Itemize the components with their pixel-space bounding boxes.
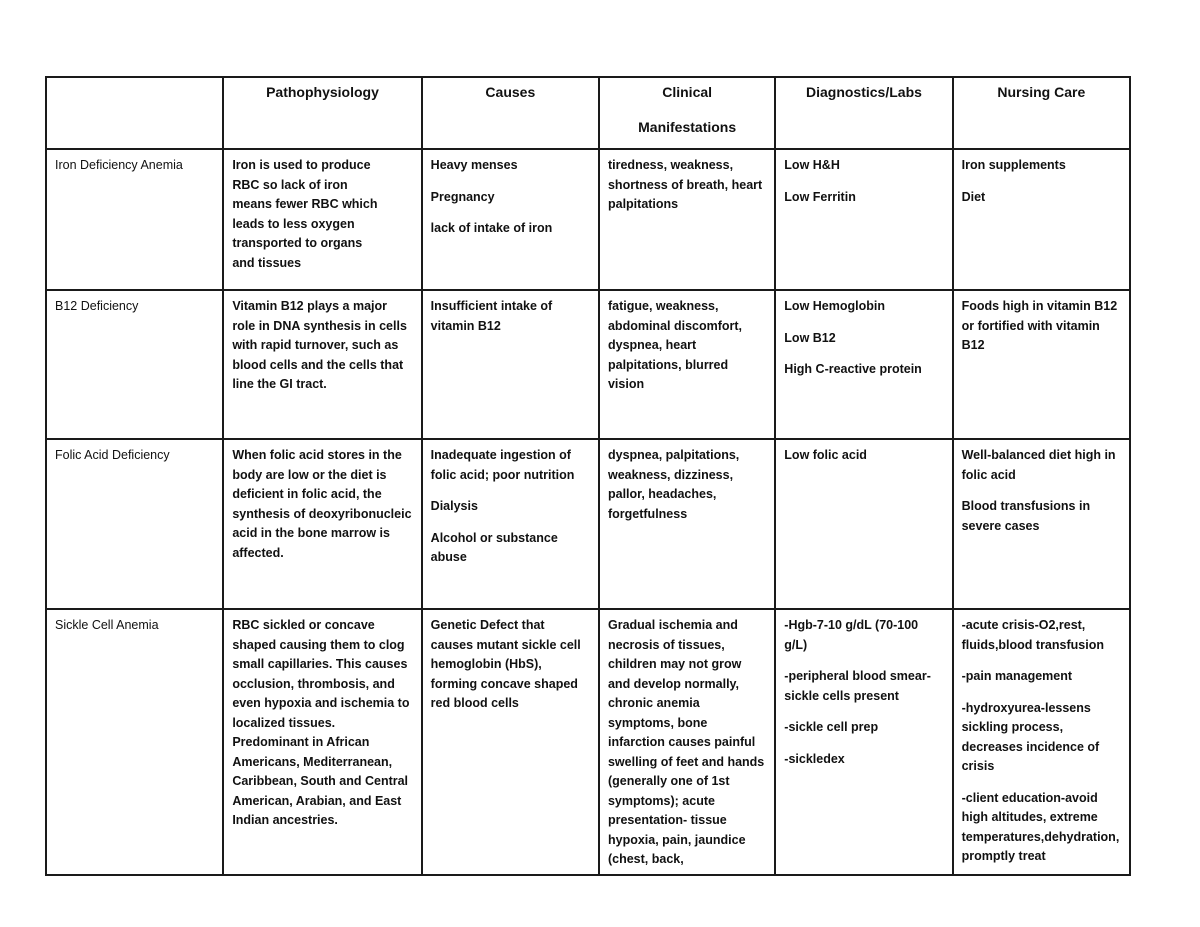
cause-item: Genetic Defect that causes mutant sickle cell hemoglobin (HbS), forming concave shaped red blood cells [430,618,581,710]
nursing-item: -acute crisis-O2,rest, fluids,blood transfusion [961,618,1104,652]
diagnostic-item: Low H&H [784,158,840,172]
nursing-care-cell [953,439,1130,609]
pathophysiology-cell: RBC sickled or concave shaped causing them to clog small capillaries. This causes occlusion, thrombosis, and even hypoxia and ischemia to localized tissues. Predominant in African Americans, Mediterranean, Caribbean, South and Central American, Arabian, and East Indian ancestries. [223,609,421,875]
header-row [46,77,1130,149]
header-clinical-manifestations [599,77,775,149]
header-manifestations: Manifestations [638,119,737,135]
nursing-item: Blood transfusions in severe cases [961,499,1091,533]
causes-cell [422,290,599,439]
nursing-care-cell [953,609,1130,875]
table-row [46,609,1130,875]
pathophysiology-cell: Vitamin B12 plays a major role in DNA synthesis in cells with rapid turnover, such as blood cells and the cells that line the GI tract. [223,290,421,439]
cause-item: Insufficient intake of vitamin B12 [430,299,553,333]
nursing-item: Foods high in vitamin B12 or fortified with vitamin B12 [961,299,1118,352]
causes-cell [422,439,599,609]
causes-cell [422,149,599,290]
header-causes: Causes [422,77,599,149]
clinical-cell: tiredness, weakness, shortness of breath, heart palpitations [599,149,775,290]
header-empty [46,77,223,149]
header-pathophysiology: Pathophysiology [223,77,421,149]
diagnostic-item: -Hgb-7-10 g/dL (70-100 g/L) [784,618,919,652]
diagnostic-item: -sickle cell prep [784,720,879,734]
text-line: leads to less oxygen [232,216,355,231]
anemia-comparison-table [45,76,1131,876]
cause-item: Alcohol or substance abuse [430,530,558,564]
table-row [46,439,1130,609]
nursing-item: Well-balanced diet high in folic acid [961,448,1116,482]
diagnostic-item: High C-reactive protein [784,362,922,376]
row-label: Folic Acid Deficiency [46,439,223,609]
cause-item: Heavy menses [430,158,518,172]
diagnostics-cell [775,609,952,875]
table-row [46,149,1130,290]
row-label: Sickle Cell Anemia [46,609,223,875]
nursing-item: -pain management [961,669,1073,683]
text-line: Iron is used to produce [232,158,371,172]
cause-item: Dialysis [430,499,478,513]
nursing-item: Diet [961,189,986,204]
diagnostics-cell [775,290,952,439]
diagnostic-item: -peripheral blood smear-sickle cells present [784,669,931,703]
text-line: and tissues [232,255,302,270]
clinical-cell: Gradual ischemia and necrosis of tissues, children may not grow and develop normally, chronic anemia symptoms, bone infarction causes painful swelling of feet and hands (generally one of 1st symptoms); acute presentation- tissue hypoxia, pain, jaundice (chest, back, [599,609,775,875]
header-clinical: Clinical [662,84,713,100]
diagnostic-item: Low Ferritin [784,189,856,204]
cause-item: Inadequate ingestion of folic acid; poor nutrition [430,448,575,482]
text-line: RBC so lack of iron [232,177,348,192]
diagnostic-item: -sickledex [784,751,845,766]
nursing-item: -hydroxyurea-lessens sickling process, decreases incidence of crisis [961,700,1100,773]
pathophysiology-cell: When folic acid stores in the body are low or the diet is deficient in folic acid, the synthesis of deoxyribonucleic acid in the bone marrow is affected. [223,439,421,609]
header-diagnostics-labs: Diagnostics/Labs [775,77,952,149]
nursing-item: -client education-avoid high altitudes, extreme temperatures,dehydration, promptly treat [961,790,1120,863]
diagnostic-item: Low B12 [784,330,836,345]
clinical-cell: fatigue, weakness, abdominal discomfort, dyspnea, heart palpitations, blurred vision [599,290,775,439]
diagnostic-item: Low folic acid [784,448,867,462]
nursing-care-cell [953,290,1130,439]
diagnostics-cell [775,439,952,609]
diagnostics-cell [775,149,952,290]
clinical-cell: dyspnea, palpitations, weakness, dizziness, pallor, headaches, forgetfulness [599,439,775,609]
table-row [46,290,1130,439]
pathophysiology-cell [223,149,421,290]
cause-item: lack of intake of iron [430,221,553,235]
nursing-care-cell [953,149,1130,290]
text-line: means fewer RBC which [232,197,378,211]
nursing-item: Iron supplements [961,158,1066,172]
row-label: Iron Deficiency Anemia [46,149,223,290]
cause-item: Pregnancy [430,189,495,204]
row-label: B12 Deficiency [46,290,223,439]
causes-cell [422,609,599,875]
diagnostic-item: Low Hemoglobin [784,299,885,313]
header-nursing-care: Nursing Care [953,77,1130,149]
text-line: transported to organs [232,236,363,250]
